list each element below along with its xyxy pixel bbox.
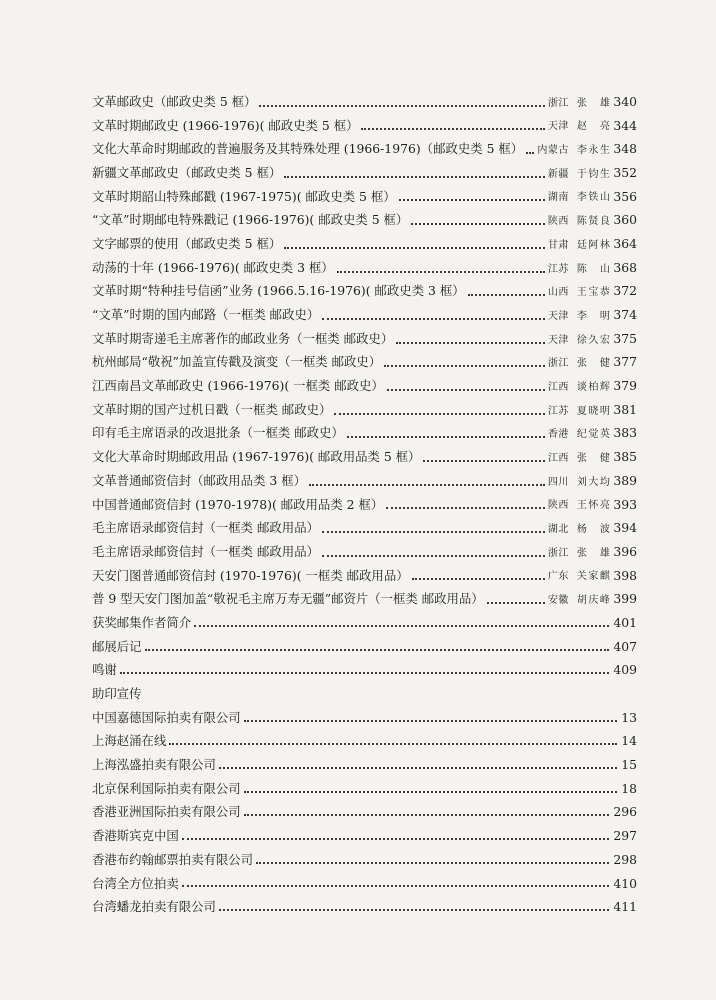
dot-leader	[244, 791, 618, 793]
entry-region: 甘肃	[547, 239, 569, 251]
entry-region: 江西	[547, 453, 569, 464]
sponsor-entry	[92, 868, 637, 892]
main-entry-page: 409	[613, 662, 637, 678]
entry-title: 文革邮政史（邮政史类 5 框）	[92, 93, 257, 109]
sponsor-title: 台湾蟠龙拍卖有限公司	[92, 899, 216, 915]
entry-title: 印有毛主席语录的改退批条（一框类 邮政史）	[92, 425, 344, 441]
dot-leader	[423, 460, 544, 462]
main-entry-page: 401	[613, 614, 637, 630]
entry-author: 赵 亮	[576, 121, 612, 133]
sponsor-title: 香港斯宾克中国	[92, 828, 179, 844]
sponsor-page: 298	[613, 851, 637, 867]
dot-leader	[219, 767, 617, 769]
sponsor-page: 13	[621, 709, 637, 725]
entry-page: 375	[613, 330, 637, 346]
entry-author: 李铁山	[576, 192, 612, 204]
entry-author: 王宝恭	[576, 287, 612, 299]
entry-page: 379	[613, 378, 637, 394]
sponsor-page: 296	[613, 804, 637, 820]
entry-title: 中国普通邮资信封 (1970-1978)( 邮政用品类 2 框）	[92, 496, 384, 512]
dot-leader	[322, 318, 545, 320]
entry-region: 香港	[547, 429, 569, 441]
sponsor-page: 410	[613, 875, 637, 891]
sponsor-title: 北京保利国际拍卖有限公司	[92, 780, 241, 796]
sponsor-page: 15	[621, 757, 637, 773]
toc-entry	[92, 299, 637, 323]
entry-title: 文化大革命时期邮政的普遍服务及其特殊处理 (1966-1976)（邮政史类 5 框）	[92, 141, 524, 157]
dot-leader	[337, 271, 545, 273]
dot-leader	[387, 389, 545, 391]
dot-leader	[145, 649, 610, 651]
toc-entry	[92, 276, 637, 300]
toc-entry	[92, 512, 637, 536]
sponsor-entry	[92, 702, 637, 726]
sponsor-entry	[92, 773, 637, 797]
sponsor-heading	[92, 678, 637, 702]
sponsor-title: 台湾全方位拍卖	[92, 875, 179, 891]
entry-page: 344	[613, 117, 637, 133]
main-entry-title: 获奖邮集作者简介	[92, 614, 192, 630]
entry-region: 陕西	[547, 216, 569, 228]
sponsor-title: 香港布约翰邮票拍卖有限公司	[92, 851, 254, 867]
entry-region: 湖南	[547, 192, 569, 204]
entry-region: 新疆	[547, 168, 569, 180]
entry-title: 文革时期“特种挂号信函”业务 (1966.5.16-1976)( 邮政史类 3 框）	[92, 283, 465, 299]
entry-region: 江苏	[547, 263, 569, 275]
entry-author: 张 健	[576, 358, 612, 370]
dot-leader	[284, 176, 545, 178]
entry-page: 356	[613, 188, 637, 204]
entry-title: 普 9 型天安门图加盖“敬祝毛主席万寿无疆”邮资片（一框类 邮政用品）	[92, 591, 484, 607]
entry-region: 江苏	[547, 405, 569, 417]
entry-title: 新疆文革邮政史（邮政史类 5 框）	[92, 164, 282, 180]
entry-author: 纪觉英	[576, 429, 612, 441]
entry-page: 393	[613, 496, 637, 512]
dot-leader	[412, 578, 545, 580]
main-entry-page: 407	[613, 638, 637, 654]
sponsor-entry	[92, 749, 637, 773]
table-of-contents	[92, 86, 637, 915]
toc-main-entry	[92, 607, 637, 631]
dot-leader	[120, 672, 610, 674]
entry-author: 夏晓明	[576, 405, 612, 417]
entry-title: “文革”时期邮电特殊戳记 (1966-1976)( 邮政史类 5 框）	[92, 212, 409, 228]
entry-author: 廷阿林	[576, 239, 612, 251]
entry-page: 381	[613, 401, 637, 417]
dot-leader	[219, 909, 609, 911]
entry-region: 安徽	[547, 595, 569, 607]
sponsor-heading-text: 助印宣传	[92, 686, 142, 701]
dot-leader	[322, 555, 545, 557]
dot-leader	[309, 484, 545, 486]
exhibit-entries	[92, 86, 637, 607]
toc-entry	[92, 489, 637, 513]
entry-page: 368	[613, 259, 637, 275]
entry-title: 文革时期寄递毛主席著作的邮政业务（一框类 邮政史）	[92, 330, 394, 346]
dot-leader	[182, 885, 610, 887]
sponsor-title: 香港亚洲国际拍卖有限公司	[92, 804, 241, 820]
entry-page: 385	[613, 449, 637, 465]
entry-title: 文字邮票的使用（邮政史类 5 框）	[92, 235, 282, 251]
sponsor-entry	[92, 844, 637, 868]
entry-region: 湖北	[547, 524, 569, 536]
toc-entry	[92, 252, 637, 276]
entry-title: 杭州邮局“敬祝”加盖宣传戳及演变（一框类 邮政史）	[92, 354, 382, 370]
entry-page: 383	[613, 425, 637, 441]
dot-leader	[386, 507, 545, 509]
entry-page: 364	[613, 235, 637, 251]
dot-leader	[361, 128, 544, 130]
main-entry-title: 邮展后记	[92, 638, 142, 654]
entry-title: 文革时期邮政史 (1966-1976)( 邮政史类 5 框）	[92, 117, 359, 133]
toc-main-entry	[92, 655, 637, 679]
entry-page: 372	[613, 283, 637, 299]
sponsor-page: 297	[613, 828, 637, 844]
entry-author: 李永生	[576, 145, 612, 157]
dot-leader	[526, 152, 534, 154]
sponsor-title: 上海赵涌在线	[92, 733, 167, 749]
dot-leader	[244, 814, 610, 816]
dot-leader	[396, 342, 545, 344]
entry-title: 文革普通邮资信封（邮政用品类 3 框）	[92, 472, 307, 488]
entry-author: 谈柏辉	[576, 381, 612, 393]
entry-title: 天安门图普通邮资信封 (1970-1976)( 一框类 邮政用品）	[92, 567, 409, 583]
sponsor-page: 411	[613, 899, 637, 915]
entry-region: 天津	[547, 310, 569, 322]
dot-leader	[259, 105, 544, 107]
entry-title: 文革时期的国产过机日戳（一框类 邮政史）	[92, 401, 332, 417]
entry-page: 348	[613, 141, 637, 157]
toc-entry	[92, 441, 637, 465]
toc-entry	[92, 418, 637, 442]
dot-leader	[182, 838, 610, 840]
entry-page: 352	[613, 164, 637, 180]
main-entries	[92, 607, 637, 678]
toc-entry	[92, 370, 637, 394]
entry-region: 浙江	[547, 97, 569, 109]
entry-author: 张 健	[576, 453, 612, 464]
entry-page: 394	[613, 520, 637, 536]
toc-main-entry	[92, 631, 637, 655]
entry-region: 山西	[547, 287, 569, 299]
sponsor-entry	[92, 797, 637, 821]
entry-page: 389	[613, 472, 637, 488]
toc-entry	[92, 560, 637, 584]
toc-entry	[92, 536, 637, 560]
entry-title: 动荡的十年 (1966-1976)( 邮政史类 3 框）	[92, 259, 334, 275]
sponsor-page: 14	[621, 733, 637, 749]
entry-author: 陈贤良	[576, 216, 612, 228]
toc-entry	[92, 157, 637, 181]
entry-title: “文革”时期的国内邮路（一框类 邮政史）	[92, 307, 320, 322]
toc-entry	[92, 86, 637, 110]
entry-region: 广东	[547, 571, 569, 583]
dot-leader	[334, 413, 544, 415]
dot-leader	[399, 199, 545, 201]
entry-region: 内蒙古	[537, 145, 569, 157]
entry-title: 文革时期韶山特殊邮戳 (1967-1975)( 邮政史类 5 框）	[92, 188, 396, 204]
toc-entry	[92, 204, 637, 228]
entry-author: 徐久宏	[576, 334, 612, 346]
entry-author: 刘大均	[576, 476, 612, 488]
sponsor-title: 中国嘉德国际拍卖有限公司	[92, 709, 241, 725]
entry-author: 李 明	[576, 310, 612, 322]
entry-author: 张 雄	[576, 547, 612, 559]
entry-author: 杨 波	[576, 524, 612, 536]
dot-leader	[384, 365, 545, 367]
entry-region: 陕西	[547, 500, 569, 512]
sponsor-entry	[92, 820, 637, 844]
entry-page: 399	[613, 591, 637, 607]
entry-page: 340	[613, 93, 637, 109]
entry-title: 文化大革命时期邮政用品 (1967-1976)( 邮政用品类 5 框）	[92, 449, 421, 465]
toc-entry	[92, 583, 637, 607]
entry-region: 浙江	[547, 358, 569, 370]
toc-entry	[92, 181, 637, 205]
toc-entry	[92, 133, 637, 157]
entry-author: 胡庆峰	[576, 595, 612, 607]
dot-leader	[169, 743, 617, 745]
entry-author: 张 雄	[576, 97, 612, 109]
sponsor-entries	[92, 702, 637, 915]
sponsor-title: 上海泓盛拍卖有限公司	[92, 757, 216, 773]
dot-leader	[411, 223, 545, 225]
entry-region: 四川	[547, 476, 569, 488]
entry-author: 陈 山	[576, 263, 612, 275]
dot-leader	[256, 862, 609, 864]
toc-entry	[92, 110, 637, 134]
entry-page: 396	[613, 543, 637, 559]
entry-page: 360	[613, 212, 637, 228]
dot-leader	[468, 294, 545, 296]
entry-region: 江西	[547, 381, 569, 393]
dot-leader	[347, 436, 545, 438]
sponsor-entry	[92, 726, 637, 750]
toc-entry	[92, 394, 637, 418]
entry-page: 374	[613, 307, 637, 322]
dot-leader	[322, 531, 545, 533]
entry-region: 天津	[547, 121, 569, 133]
toc-entry	[92, 465, 637, 489]
entry-page: 398	[613, 567, 637, 583]
entry-author: 关家麒	[576, 571, 612, 583]
entry-page: 377	[613, 354, 637, 370]
toc-entry	[92, 323, 637, 347]
entry-title: 毛主席语录邮资信封（一框类 邮政用品）	[92, 520, 319, 536]
sponsor-page: 18	[621, 780, 637, 796]
entry-region: 天津	[547, 334, 569, 346]
dot-leader	[487, 602, 545, 604]
dot-leader	[284, 247, 545, 249]
sponsor-entry	[92, 891, 637, 915]
dot-leader	[194, 625, 609, 627]
toc-entry	[92, 228, 637, 252]
main-entry-title: 鸣谢	[92, 662, 117, 678]
entry-region: 浙江	[547, 547, 569, 559]
entry-title: 江西南昌文革邮政史 (1966-1976)( 一框类 邮政史）	[92, 378, 384, 394]
dot-leader	[244, 720, 618, 722]
entry-author: 王怀亮	[576, 500, 612, 512]
toc-entry	[92, 347, 637, 371]
entry-author: 于钧生	[576, 168, 612, 180]
entry-title: 毛主席语录邮资信封（一框类 邮政用品）	[92, 543, 319, 559]
